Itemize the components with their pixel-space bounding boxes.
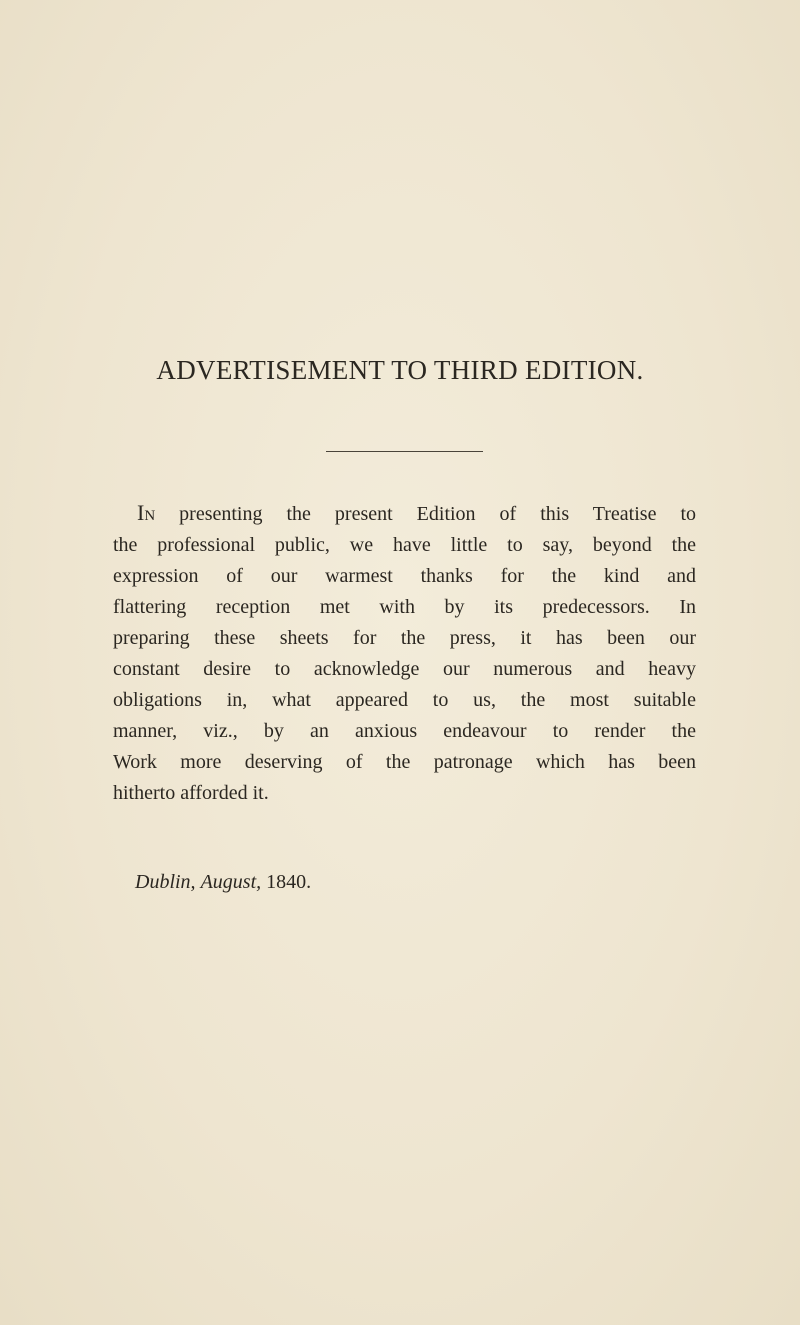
paragraph-first-word: In — [137, 500, 156, 525]
paragraph-line: expression of our warmest thanks for the kind and — [113, 565, 696, 587]
advertisement-paragraph — [113, 497, 696, 809]
paragraph-line: obligations in, what appeared to us, the most suitable — [113, 689, 696, 711]
paragraph-line: flattering reception met with by its predecessors. In — [113, 596, 696, 618]
paragraph-line: constant desire to acknowledge our numerous and heavy — [113, 658, 696, 680]
signoff-place: Dublin, — [135, 871, 196, 893]
paragraph-line: preparing these sheets for the press, it has been our — [113, 627, 696, 649]
paragraph-line — [113, 497, 696, 530]
paragraph-line: manner, viz., by an anxious endeavour to render the — [113, 720, 696, 742]
page-title: ADVERTISEMENT TO THIRD EDITION. — [156, 355, 644, 385]
paragraph-line: Work more deserving of the patronage which has been — [113, 751, 696, 773]
paragraph-line: hitherto afforded it. — [113, 782, 269, 804]
paragraph-line-text: presenting the present Edition of this Treatise to — [179, 503, 696, 525]
paragraph-line: the professional public, we have little to say, beyond the — [113, 534, 696, 556]
divider-rule — [326, 451, 483, 452]
signoff-month: August, — [200, 871, 262, 893]
signoff-year: 1840. — [266, 871, 312, 893]
signoff — [135, 871, 311, 894]
